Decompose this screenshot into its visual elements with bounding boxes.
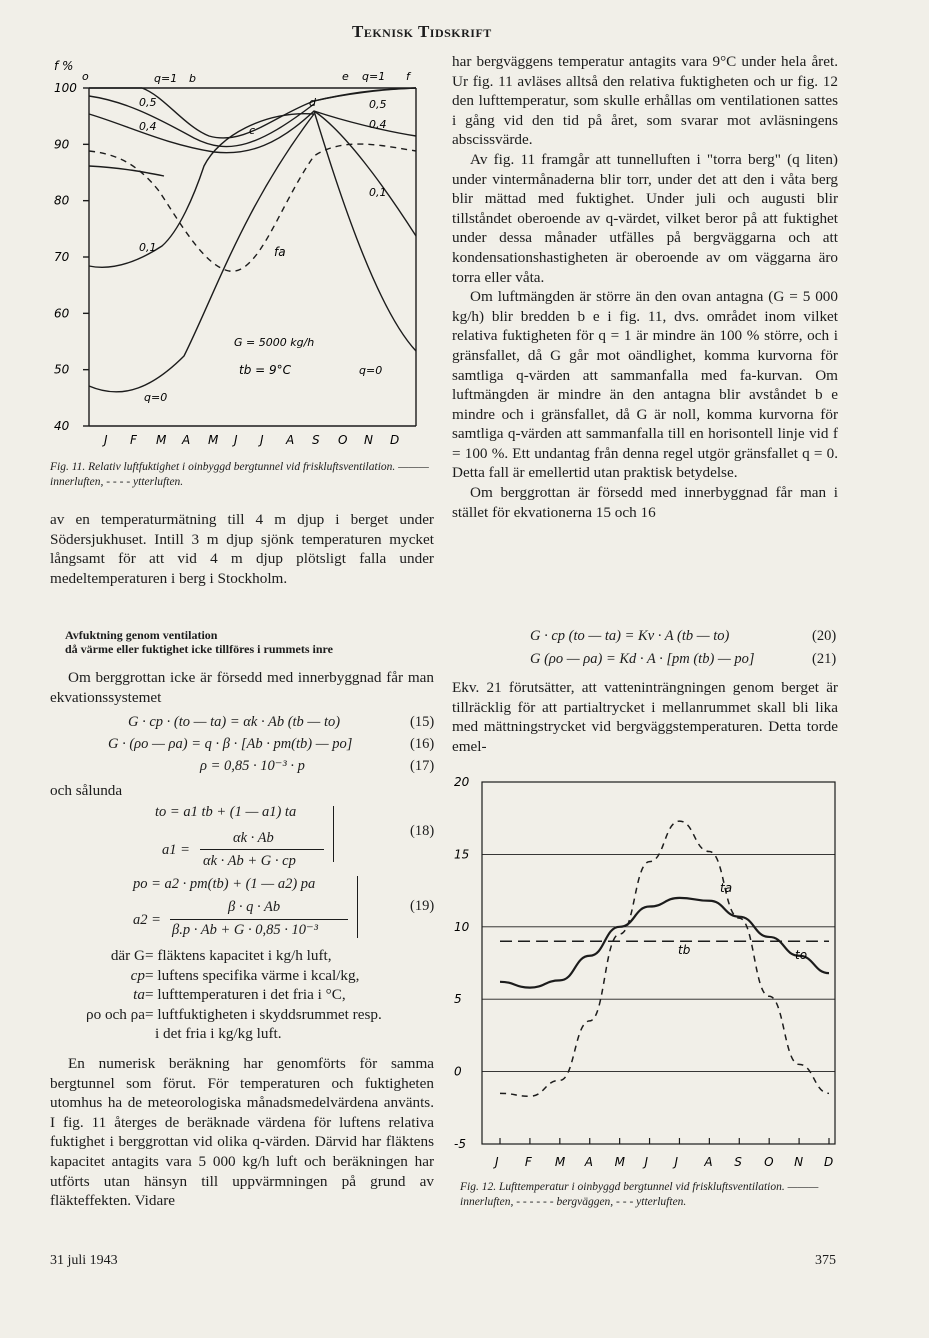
eq21-num: (21): [812, 651, 837, 667]
fig12-month-label: J: [495, 1155, 499, 1169]
where-sym: cp: [130, 966, 145, 984]
eq16: G · (ρo — ρa) = q · β · [Ab · pm(tb) — po]: [108, 736, 353, 752]
fig12-month-label: J: [644, 1155, 649, 1169]
fig12-ytick-label: 0: [454, 1064, 462, 1079]
eq15-num: (15): [410, 714, 435, 730]
eq18-num: (18): [410, 823, 435, 839]
label-l01: 0,1: [139, 241, 157, 254]
right-para3: Om luftmängden är större än den ovan antagna (G = 5 000 kg/h) blir bredden b e i fig. 11, dvs. området inom vilket relativa fuktigheten för q = 1 är mindre än 100 % större, och i gränsfallet, då G går mot oändlighet, komma kurvorna för samtliga q-värden att sammanfalla med fa-kurvan. Om luftmängden är mindre än den antagna blir avståndet b e mindre och i gränsfallet, då G är noll, komma kurvorna för samtliga q-värden att sammanfalla till en horisontell linje vid f = 100 %. Ett undantag från denna regel utgör gränsfallet q = 0. Detta fall är emellertid utan praktisk betydelse.: [452, 288, 838, 482]
fig12-ytick-label: 20: [454, 775, 470, 789]
eq16-num: (16): [410, 736, 435, 752]
fig12-month-label: F: [524, 1155, 532, 1169]
fig11-ytick-label: 90: [54, 137, 70, 152]
fig11-ytick-label: 80: [54, 193, 70, 208]
right-para1: har bergväggens temperatur antagits vara 9°C under hela året. Ur fig. 11 avläses alltså den relativa fuktigheten och ur fig. 12 den lufttemperatur, som skulle erhållas om ventilationen sattes i gång vid den tid på året, som svarar mot avläsningens abscissvärde.: [452, 53, 838, 149]
label-fa: fa: [274, 245, 286, 259]
footer-date: 31 juli 1943: [50, 1253, 118, 1268]
eq18b-num: αk · Ab: [233, 830, 274, 846]
journal-header: Teknisk Tidskrift: [352, 22, 492, 41]
eq20-num: (20): [812, 628, 837, 644]
right-para5: Ekv. 21 förutsätter, att vatteninträngningen genom berget är tillräcklig för att partialtrycket i mellanrummet skall bli lika med mättningstrycket vid bergväggstemperaturen. Detta torde emel-: [452, 679, 838, 755]
where-sym: ρo och ρa: [85, 1005, 145, 1023]
where-def: i det fria i kg/kg luft.: [155, 1025, 282, 1043]
fig11-month-label: M: [156, 433, 167, 447]
fig11-month-label: J: [104, 433, 108, 447]
fig12-caption: Fig. 12. Lufttemperatur i oinbyggd bergtunnel vid friskluftsventilation. ——— innerluften, - - - - - - bergväggen, - - - ytterluften.: [460, 1181, 819, 1208]
fig11-month-label: O: [338, 433, 348, 447]
subhead2: då värme eller fuktighet icke tillföres i rummets inre: [65, 642, 333, 656]
where-def: = fläktens kapacitet i kg/h luft,: [145, 947, 332, 964]
eq17: ρ = 0,85 · 10⁻³ · p: [200, 758, 305, 774]
fig12-ytick-label: 15: [454, 847, 470, 862]
left-para1: av en temperaturmätning till 4 m djup i berget under Södersjukhuset. Intill 3 m djup sjönk temperaturen mycket långsamt för att vid 4 m djup plötsligt falla under medeltemperaturen i berg i Stockholm.: [50, 511, 434, 587]
fig11-ytick-label: 50: [54, 362, 70, 377]
where-sym: [50, 1024, 145, 1044]
fig12-month-label: M: [614, 1155, 625, 1169]
label-r04: 0,4: [369, 118, 387, 131]
fig11-chart: [44, 56, 434, 456]
label-ta: ta: [720, 881, 733, 895]
label-e: e: [342, 70, 349, 83]
label-c: c: [249, 124, 256, 137]
label-tb: tb: [678, 943, 691, 957]
label-04: 0,4: [139, 120, 157, 133]
label-q1r: q=1: [362, 70, 386, 83]
curve-01-right: [314, 111, 416, 236]
fig11-month-label: N: [364, 433, 373, 447]
fig12-month-label: N: [794, 1155, 804, 1169]
where-sym: där G: [110, 947, 145, 964]
fig11-month-label: F: [130, 433, 137, 447]
fig12-ytick-label: 5: [454, 992, 462, 1007]
fig11-month-label: A: [286, 433, 295, 447]
fig12-ytick-label: -5: [454, 1137, 466, 1151]
fig12-ytick-label: 10: [454, 919, 470, 934]
label-r05: 0,5: [369, 98, 387, 111]
label-b: b: [189, 72, 196, 85]
label-to: to: [795, 948, 808, 962]
subhead1: Avfuktning genom ventilation: [65, 628, 218, 642]
fig11-ytick-label: 70: [54, 250, 70, 264]
eq19b-lhs: a2 =: [133, 912, 161, 928]
series-to: [500, 898, 829, 988]
curve-top-right: [314, 88, 416, 101]
fig12-month-label: D: [824, 1155, 834, 1169]
fig12-month-label: A: [704, 1155, 713, 1169]
fig12-month-label: O: [764, 1155, 774, 1169]
fig12-month-label: J: [674, 1155, 679, 1169]
param-t: tb = 9°C: [239, 363, 292, 377]
where-def: = luftens specifika värme i kcal/kg,: [145, 966, 360, 984]
label-q1: q=1: [154, 72, 178, 85]
fig11-month-label: M: [208, 433, 219, 447]
where-list: [50, 946, 434, 1044]
series-ta: [500, 821, 829, 1096]
eq18b-den: αk · Ab + G · cp: [203, 853, 296, 869]
fig12-frame: [482, 782, 835, 1144]
fig11-month-label: J: [260, 433, 264, 447]
fig11-month-label: A: [182, 433, 191, 447]
left-para3: En numerisk beräkning har genomförts för samma bergtunnel som förut. För temperaturen och fuktigheten utomhus ha de meteorologiska månadsmedelvärdena använts. I fig. 11 återges de beräknade värdena för luftens relativa fuktighet i berggrottan vid olika q-värden. Därvid har fläktens kapacitet antagits vara 5 000 kg/h luft och beräkningen har utförts utan hänsyn till uppvärmningen på grund av fläkteffekten. Vidare: [50, 1055, 434, 1210]
eq18-fraction-bar: [200, 849, 324, 850]
fig12-month-label: A: [584, 1155, 593, 1169]
fig12-month-label: S: [734, 1155, 742, 1169]
fig11-ylabel: f %: [54, 59, 74, 73]
curve-05: [89, 96, 314, 147]
eq18b-lhs: a1 =: [162, 842, 190, 858]
fig12-chart: [450, 772, 845, 1172]
fig11-caption: Fig. 11. Relativ luftfuktighet i oinbyggd bergtunnel vid friskluftsventilation. ——— innerluften, - - - - ytterluften.: [50, 461, 429, 488]
label-f: f: [406, 70, 410, 83]
eq18a: to = a1 tb + (1 — a1) ta: [155, 804, 297, 820]
eq19-num: (19): [410, 898, 435, 914]
fig11-month-label: S: [312, 433, 320, 447]
eq19b-num: β · q · Ab: [228, 899, 281, 915]
right-para4: Om berggrottan är försedd med innerbyggnad får man i stället för ekvationerna 15 och 16: [452, 484, 838, 521]
eq19-fraction-bar: [170, 919, 348, 920]
fig11-month-label: D: [390, 433, 400, 447]
fig12-month-label: M: [554, 1155, 566, 1169]
eq19a: po = a2 · pm(tb) + (1 — a2) pa: [133, 876, 316, 892]
fig11-ytick-label: 40: [54, 419, 70, 433]
fig11-ytick-label: 100: [54, 81, 77, 95]
where-def: = luftfuktigheten i skyddsrummet resp.: [145, 1005, 382, 1023]
eq21: G (ρo — ρa) = Kd · A · [pm (tb) — po]: [530, 651, 755, 667]
label-r01: 0,1: [369, 186, 387, 199]
curve-q1-mid: [89, 166, 164, 176]
label-05: 0,5: [139, 96, 157, 109]
eq17-num: (17): [410, 758, 435, 774]
eq19b-den: β.p · Ab + G · 0,85 · 10⁻³: [172, 922, 318, 938]
right-para2: Av fig. 11 framgår att tunnelluften i "torra berg" (q liten) under vintermånaderna blir torr, under det att den i våta berg blir mättad med fuktighet. Under juli och augusti blir tillståndet oberoende av q-värdet, vilket beror på att fuktighet under dessa månader utfälles på bergväggarna och att kondensationshastigheten är oberoende av om väggarna äro torra eller våta.: [452, 150, 838, 286]
fig11-month-label: J: [234, 433, 238, 447]
och-salunda: och sålunda: [50, 782, 123, 799]
label-d: d: [309, 96, 316, 109]
eq19-brace: [352, 876, 358, 938]
where-def: = lufttemperaturen i det fria i °C,: [145, 986, 346, 1004]
left-para2: Om berggrottan icke är försedd med innerbyggnad får man ekvationssystemet: [50, 669, 434, 706]
page-number: 375: [815, 1253, 836, 1268]
eq15: G · cp · (to — ta) = αk · Ab (tb — to): [128, 714, 341, 730]
eq20: G · cp (to — ta) = Kv · A (tb — to): [530, 628, 730, 644]
fig11-ytick-label: 60: [54, 306, 70, 321]
label-o: o: [82, 70, 89, 83]
label-q0l: q=0: [144, 391, 168, 404]
param-G: G = 5000 kg/h: [234, 336, 315, 349]
curve-q0-right: [314, 111, 416, 351]
eq18-brace: [328, 806, 334, 862]
where-sym: ta: [133, 986, 145, 1004]
label-q0r: q=0: [359, 364, 383, 377]
